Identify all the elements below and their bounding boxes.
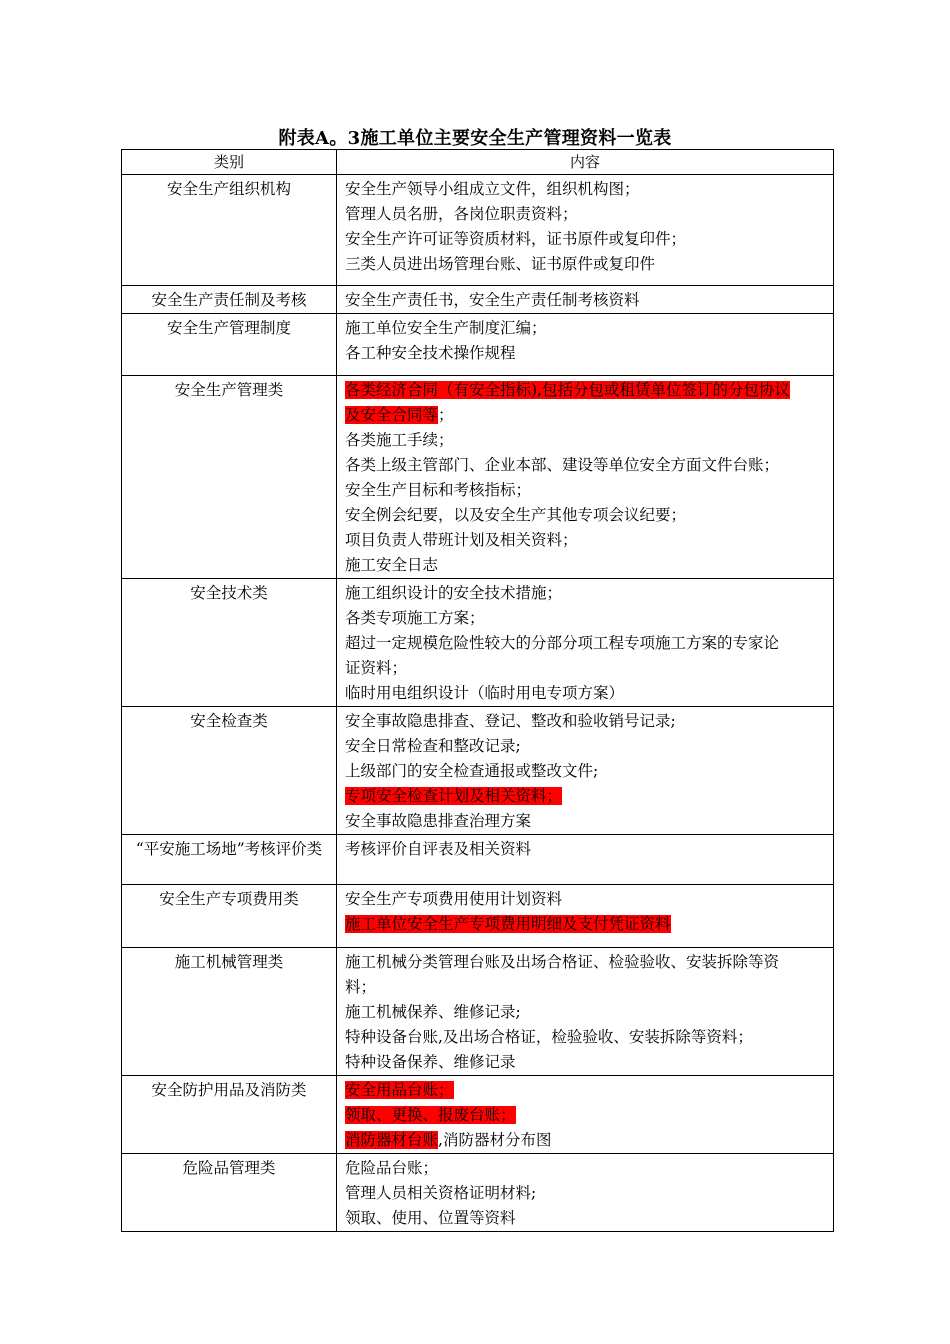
category-cell: 施工机械管理类 — [122, 948, 337, 1076]
content-text: 危险品台账； — [345, 1159, 439, 1177]
content-line — [345, 1181, 827, 1206]
content-line — [345, 784, 827, 809]
content-text: 施工单位安全生产制度汇编； — [345, 319, 547, 337]
content-text: 特种设备保养、维修记录 — [345, 1053, 516, 1071]
content-text: 施工机械保养、维修记录; — [345, 1003, 521, 1021]
category-cell: 安全生产组织机构 — [122, 175, 337, 286]
content-line — [345, 227, 827, 252]
table-row — [122, 707, 834, 835]
header-category: 类别 — [122, 150, 337, 175]
content-line — [345, 478, 827, 503]
content-line — [345, 887, 827, 912]
content-text: 各类上级主管部门、企业本部、建设等单位安全方面文件台账； — [345, 456, 780, 474]
content-text: 各工种安全技术操作规程 — [345, 344, 516, 362]
content-cell — [337, 175, 834, 286]
category-cell: 安全生产管理类 — [122, 376, 337, 579]
content-text: ,消防器材分布图 — [438, 1131, 552, 1149]
highlighted-text: 专项安全检查计划及相关资料； — [345, 787, 563, 805]
content-line — [345, 912, 827, 937]
content-line — [345, 581, 827, 606]
table-row — [122, 175, 834, 286]
content-line — [345, 681, 827, 706]
content-line — [345, 177, 827, 202]
content-line — [345, 528, 827, 553]
content-line — [345, 1025, 827, 1050]
content-cell — [337, 707, 834, 835]
content-text: 料； — [345, 978, 377, 996]
category-cell: 安全检查类 — [122, 707, 337, 835]
table-row — [122, 376, 834, 579]
header-content: 内容 — [337, 150, 834, 175]
content-line — [345, 403, 827, 428]
content-text: 安全例会纪要，以及安全生产其他专项会议纪要； — [345, 506, 687, 524]
content-line — [345, 553, 827, 578]
content-cell — [337, 948, 834, 1076]
table-row — [122, 948, 834, 1076]
table-row — [122, 314, 834, 376]
table-row — [122, 1076, 834, 1154]
content-line — [345, 950, 827, 975]
content-text: 安全生产许可证等资质材料，证书原件或复印件； — [345, 230, 687, 248]
content-text: 管理人员相关资格证明材料; — [345, 1184, 537, 1202]
highlighted-text: 消防器材台账 — [345, 1131, 439, 1149]
content-text: ； — [438, 406, 454, 424]
content-line — [345, 837, 827, 862]
category-cell: 安全生产管理制度 — [122, 314, 337, 376]
table-row — [122, 286, 834, 314]
highlighted-text: 各类经济合同（有安全指标),包括分包或租赁单位签订的分包协议 — [345, 381, 790, 399]
highlighted-text: 安全用品台账； — [345, 1081, 454, 1099]
content-text: 安全生产专项费用使用计划资料 — [345, 890, 563, 908]
safety-records-table — [121, 149, 834, 1232]
content-text: 三类人员进出场管理台账、证书原件或复印件 — [345, 255, 656, 273]
table-row — [122, 835, 834, 885]
content-text: 考核评价自评表及相关资料 — [345, 840, 532, 858]
content-text: 领取、使用、位置等资料 — [345, 1209, 516, 1227]
table-row — [122, 1154, 834, 1232]
content-text: 管理人员名册，各岗位职责资料； — [345, 205, 578, 223]
content-line — [345, 252, 827, 277]
highlighted-text: 施工单位安全生产专项费用明细及支付凭证资料 — [345, 915, 671, 933]
content-line — [345, 709, 827, 734]
page-title: 附表A。3施工单位主要安全生产管理资料一览表 — [278, 128, 672, 149]
content-text: 安全事故隐患排查治理方案 — [345, 812, 532, 830]
category-cell: 安全技术类 — [122, 579, 337, 707]
content-line — [345, 1000, 827, 1025]
content-line — [345, 453, 827, 478]
content-text: 施工机械分类管理台账及出场合格证、检验验收、安装拆除等资 — [345, 953, 780, 971]
content-text: 超过一定规模危险性较大的分部分项工程专项施工方案的专家论 — [345, 634, 780, 652]
content-line — [345, 202, 827, 227]
content-cell — [337, 835, 834, 885]
category-cell: 安全生产专项费用类 — [122, 885, 337, 948]
content-line — [345, 1206, 827, 1231]
content-text: 安全事故隐患排查、登记、整改和验收销号记录; — [345, 712, 676, 730]
content-text: 安全生产责任书，安全生产责任制考核资料 — [345, 291, 640, 309]
content-text: 特种设备台账,及出场合格证，检验验收、安装拆除等资料； — [345, 1028, 753, 1046]
content-line — [345, 378, 827, 403]
content-line — [345, 1050, 827, 1075]
category-cell: 危险品管理类 — [122, 1154, 337, 1232]
category-cell: 安全防护用品及消防类 — [122, 1076, 337, 1154]
content-line — [345, 606, 827, 631]
content-line — [345, 759, 827, 784]
content-line — [345, 631, 827, 656]
content-line — [345, 1103, 827, 1128]
content-text: 上级部门的安全检查通报或整改文件; — [345, 762, 599, 780]
content-cell — [337, 286, 834, 314]
content-text: 临时用电组织设计（临时用电专项方案） — [345, 684, 625, 702]
table-header-row — [122, 150, 834, 175]
content-text: 项目负责人带班计划及相关资料； — [345, 531, 578, 549]
category-cell: “平安施工场地”考核评价类 — [122, 835, 337, 885]
content-line — [345, 1128, 827, 1153]
content-cell — [337, 376, 834, 579]
content-line — [345, 1078, 827, 1103]
content-cell — [337, 885, 834, 948]
content-line — [345, 316, 827, 341]
content-cell — [337, 579, 834, 707]
highlighted-text: 领取、更换、报废台账； — [345, 1106, 516, 1124]
content-text: 施工组织设计的安全技术措施； — [345, 584, 563, 602]
highlighted-text: 及安全合同等 — [345, 406, 439, 424]
content-line — [345, 809, 827, 834]
content-cell — [337, 1154, 834, 1232]
content-line — [345, 288, 827, 313]
content-line — [345, 503, 827, 528]
content-line — [345, 1156, 827, 1181]
content-line — [345, 975, 827, 1000]
content-text: 证资料； — [345, 659, 408, 677]
table-row — [122, 885, 834, 948]
content-line — [345, 734, 827, 759]
content-cell — [337, 1076, 834, 1154]
content-text: 安全生产目标和考核指标； — [345, 481, 532, 499]
content-cell — [337, 314, 834, 376]
content-text: 安全日常检查和整改记录; — [345, 737, 521, 755]
content-line — [345, 428, 827, 453]
table-row — [122, 579, 834, 707]
content-text: 安全生产领导小组成立文件，组织机构图； — [345, 180, 640, 198]
category-cell: 安全生产责任制及考核 — [122, 286, 337, 314]
content-line — [345, 341, 827, 366]
content-text: 各类专项施工方案； — [345, 609, 485, 627]
content-text: 各类施工手续； — [345, 431, 454, 449]
content-text: 施工安全日志 — [345, 556, 439, 574]
content-line — [345, 656, 827, 681]
